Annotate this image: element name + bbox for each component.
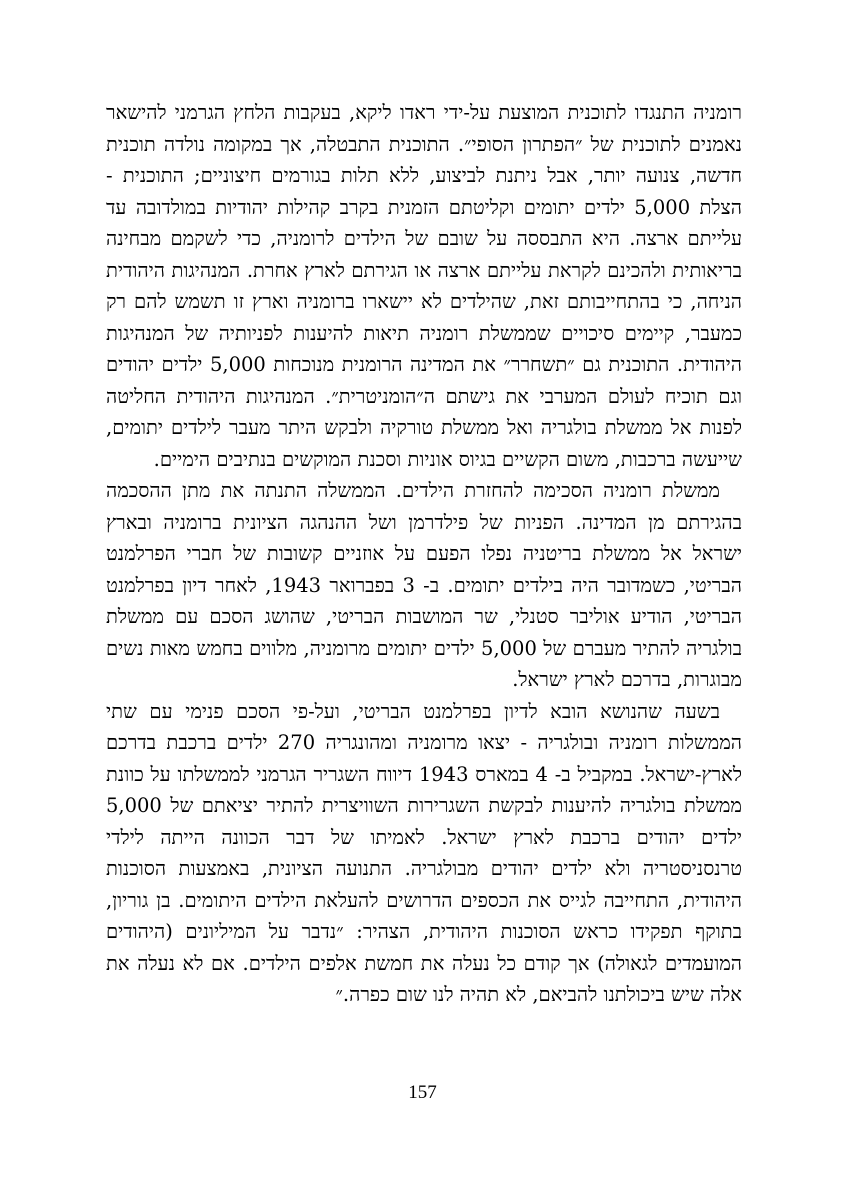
paragraph-3: בשעה שהנושא הובא לדיון בפרלמנט הבריטי, ועל-פי הסכם פנימי עם שתי הממשלות רומניה ובולגריה - יצאו מרומניה ומהונגריה 270 ילדים ברכבת בדרכם לארץ-ישראל. במקביל ב- 4 במארס 1943 דיווח השגריר הגרמני לממשלתו על כוונת ממשלת בולגריה להיענות לבקשת השגרירות השוויצרית להתיר יציאתם של 5,000 ילדים יהודים ברכבת לארץ ישראל. לאמיתו של דבר הכוונה הייתה לילדי טרנסניסטריה ולא ילדים יהודים מבולגריה. התנועה הציונית, באמצעות הסוכנות היהודית, התחייבה לגייס את הכספים הדרושים להעלאת הילדים היתומים. בן גוריון, בתוקף תפקידו כראש הסוכנות היהודית, הצהיר: ״נדבר על המיליונים (היהודים המועמדים לגאולה) אך קודם כל נעלה את חמשת אלפים הילדים. אם לא נעלה את אלה שיש ביכולתנו להביאם, לא תהיה לנו שום כפרה.״: [106, 699, 743, 1006]
paragraph-1: רומניה התנגדו לתוכנית המוצעת על-ידי ראדו ליקא, בעקבות הלחץ הגרמני להישאר נאמנים לתוכנית של ״הפתרון הסופי״. התוכנית התבטלה, אך במקומה נולדה תוכנית חדשה, צנועה יותר, אבל ניתנת לביצוע, ללא תלות בגורמים חיצוניים; התוכנית - הצלת 5,000 ילדים יתומים וקליטתם הזמנית בקרב קהילות יהודיות במולדובה עד עלייתם ארצה. היא התבססה על שובם של הילדים לרומניה, כדי לשקמם מבחינה בריאותית ולהכינם לקראת עלייתם ארצה או הגירתם לארץ אחרת. המנהיגות היהודית הניחה, כי בהתחייבותם זאת, שהילדים לא יישארו ברומניה וארץ זו תשמש להם רק כמעבר, קיימים סיכויים שממשלת רומניה תיאות להיענות לפניותיה של המנהיגות היהודית. התוכנית גם ״תשחרר״ את המדינה הרומנית מנוכחות 5,000 ילדים יהודים וגם תוכיח לעולם המערבי את גישתם ה״הומניטרית״. המנהיגות היהודית החליטה לפנות אל ממשלת בולגריה ואל ממשלת טורקיה ולבקש היתר מעבר לילדים יתומים, שייעשה ברכבות, משום הקשיים בגיוס אוניות וסכנת המוקשים בנתיבים הימיים.: [106, 101, 742, 471]
paragraph-2: ממשלת רומניה הסכימה להחזרת הילדים. הממשלה התנתה את מתן ההסכמה בהגירתם מן המדינה. הפניות של פילדרמן ושל ההנהגה הציונית ברומניה ובארץ ישראל אל ממשלת בריטניה נפלו הפעם על אוזניים קשובות של חברי הפרלמנט הבריטי, כשמדובר היה בילדים יתומים. ב- 3 בפברואר 1943, לאחר דיון בפרלמנט הבריטי, הודיע אוליבר סטנלי, שר המושבות הבריטי, שהושג הסכם עם ממשלת בולגריה להתיר מעברם של 5,000 ילדים יתומים מרומניה, מלווים בחמש מאות נשים מבוגרות, בדרכם לארץ ישראל.: [106, 479, 742, 691]
body-text: [106, 97, 742, 1011]
page-number: 157: [408, 1082, 437, 1103]
